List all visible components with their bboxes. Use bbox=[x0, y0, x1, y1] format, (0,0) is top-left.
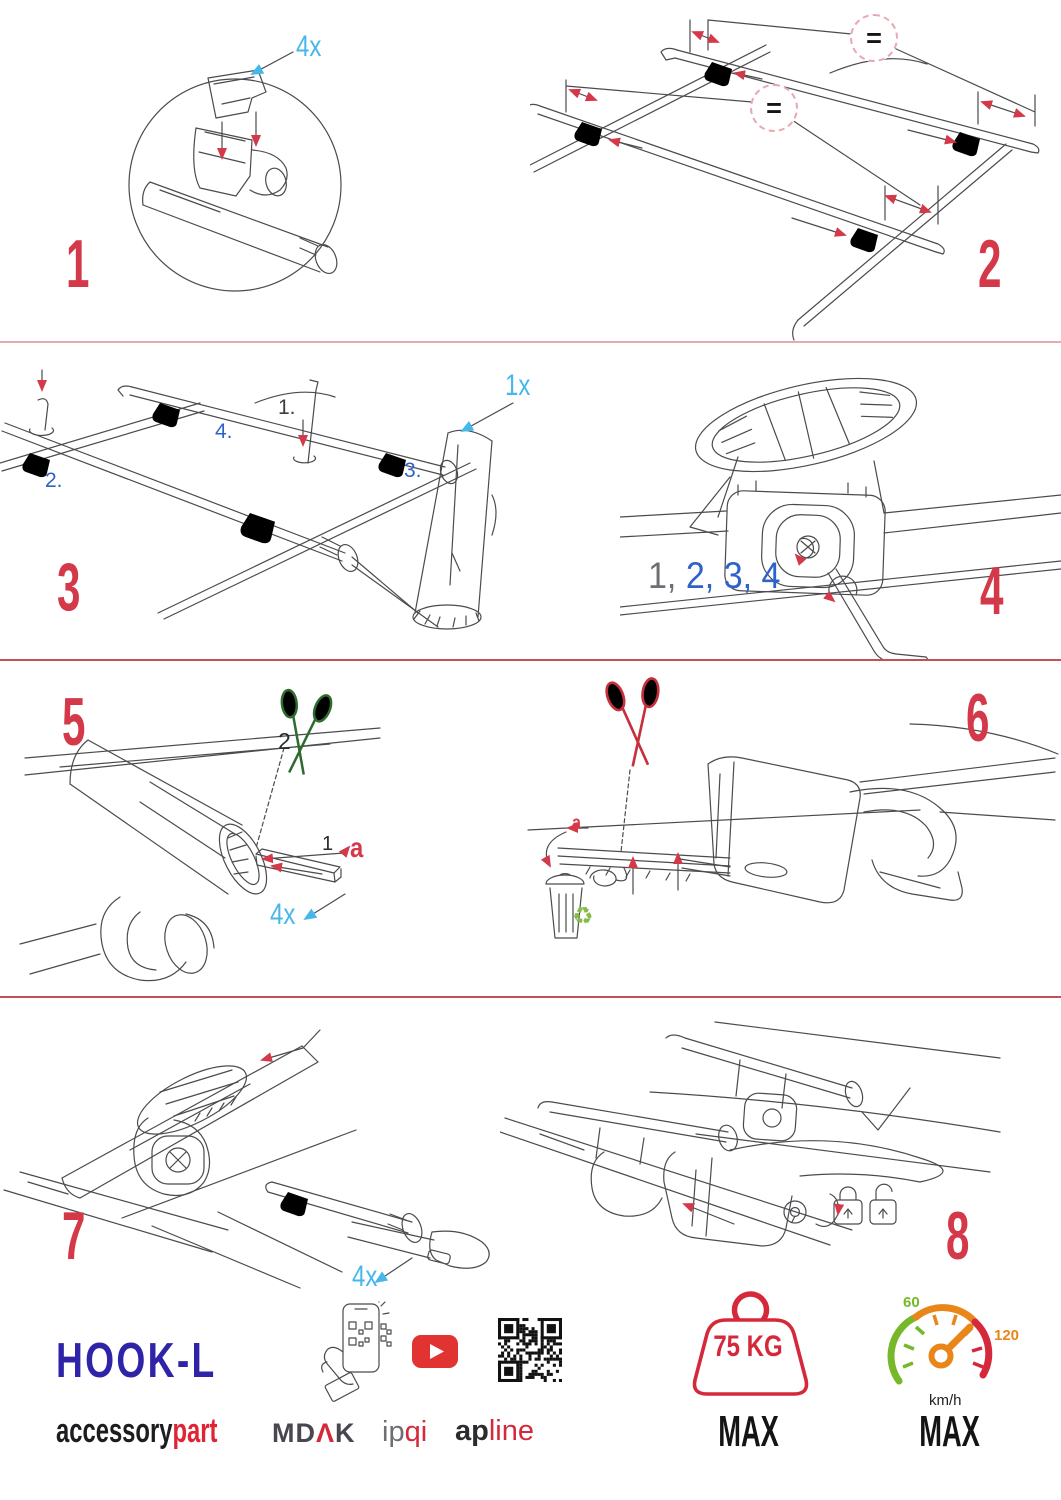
apline-red: line bbox=[488, 1415, 534, 1447]
youtube-icon bbox=[412, 1335, 458, 1368]
speedometer-icon bbox=[882, 1293, 1007, 1408]
slide-cover-arrow bbox=[684, 1204, 734, 1224]
strip-excess bbox=[558, 848, 730, 881]
step-number: 5 bbox=[62, 684, 85, 760]
mdak-logo bbox=[272, 1420, 356, 1447]
bar-end-cap-view bbox=[152, 1182, 489, 1288]
tighten-sequence bbox=[648, 557, 780, 594]
part-label-4: 4. bbox=[215, 420, 233, 443]
equal-sign: = bbox=[866, 22, 882, 53]
mdak-md: MD bbox=[272, 1418, 316, 1448]
measure-arrows bbox=[570, 32, 1024, 235]
part-label-3: 3. bbox=[404, 459, 422, 482]
apline-logo bbox=[455, 1417, 534, 1446]
max-weight-label: MAX bbox=[718, 1407, 779, 1456]
allen-key bbox=[828, 569, 929, 660]
step-3-panel bbox=[0, 345, 620, 660]
section-divider bbox=[0, 341, 1061, 343]
step-5-panel bbox=[0, 662, 530, 997]
equal-spacing-badge bbox=[750, 84, 798, 132]
foot-clamp bbox=[134, 1118, 210, 1196]
step-6-panel bbox=[520, 662, 1061, 997]
insert-step-label: 1 bbox=[322, 833, 334, 855]
bar-underside-pad bbox=[687, 361, 925, 490]
bar-top-view bbox=[62, 1046, 318, 1198]
step-number: 7 bbox=[62, 1198, 85, 1274]
scan-qr-phone-icon bbox=[315, 1300, 393, 1408]
ipqi-red: qi bbox=[404, 1416, 428, 1448]
step-number: 1 bbox=[66, 226, 89, 302]
speed-low-label: 60 bbox=[903, 1294, 920, 1311]
clamp-arm bbox=[850, 788, 962, 900]
foot-clamp bbox=[20, 897, 214, 981]
step-1-panel bbox=[0, 0, 530, 342]
quantity-label: 1x bbox=[505, 369, 531, 402]
foot-cover bbox=[680, 757, 860, 903]
mdak-k: K bbox=[335, 1418, 356, 1448]
step-number: 2 bbox=[978, 226, 1001, 302]
section-divider bbox=[0, 659, 1061, 661]
bar-open-end bbox=[70, 740, 276, 901]
discard-annotation bbox=[546, 828, 626, 886]
max-weight-value: 75 KG bbox=[713, 1330, 783, 1363]
qr-code bbox=[498, 1318, 562, 1382]
step-number: 4 bbox=[980, 553, 1003, 629]
strip-a-label: a bbox=[350, 832, 364, 863]
insert-annotation bbox=[263, 847, 349, 874]
ipqi-gray: ip bbox=[382, 1416, 405, 1448]
strip-a-label: a bbox=[572, 813, 581, 834]
step-number: 8 bbox=[946, 1198, 969, 1274]
check-icon bbox=[862, 1088, 910, 1130]
assembled-view bbox=[650, 1022, 1000, 1172]
step-4-panel bbox=[620, 345, 1061, 660]
footer bbox=[0, 1290, 1061, 1500]
brand-name-black: accessory bbox=[56, 1412, 173, 1450]
scissors-icon bbox=[603, 676, 669, 769]
brand-logo bbox=[56, 1414, 217, 1448]
quantity-label: 4x bbox=[352, 1260, 378, 1293]
product-name: HOOK-L bbox=[56, 1334, 217, 1388]
bar-cross-section bbox=[413, 430, 496, 629]
part-label-1: 1. bbox=[278, 396, 296, 419]
quantity-label: 4x bbox=[296, 30, 322, 63]
step-2-panel bbox=[530, 0, 1061, 342]
step-8-panel bbox=[500, 1000, 1061, 1300]
ipqi-logo bbox=[382, 1418, 427, 1447]
cut-step-label: 2 bbox=[278, 728, 291, 754]
tighten-hint bbox=[30, 370, 54, 435]
equal-spacing-badge bbox=[850, 14, 898, 62]
sequence-todo: 2, 3, 4 bbox=[685, 555, 781, 596]
step-number: 6 bbox=[966, 680, 989, 756]
clamp-bracket-part bbox=[208, 70, 266, 118]
part-label-2: 2. bbox=[45, 469, 63, 492]
brand-name-red: part bbox=[172, 1412, 218, 1450]
speed-high-label: 120 bbox=[994, 1327, 1020, 1344]
section-divider bbox=[0, 996, 1061, 998]
apline-black: ap bbox=[455, 1415, 489, 1447]
max-speed-label: MAX bbox=[919, 1407, 980, 1456]
step-number: 3 bbox=[57, 549, 80, 625]
push-up-arrows bbox=[633, 854, 678, 894]
mdak-lambda: Λ bbox=[316, 1418, 336, 1448]
speed-unit-label: km/h bbox=[929, 1392, 962, 1409]
step-8-illustration bbox=[500, 1000, 1061, 1300]
step-7-panel bbox=[0, 1000, 520, 1300]
equal-sign: = bbox=[766, 92, 782, 123]
lock-open-icon bbox=[870, 1184, 896, 1224]
sequence-done: 1, bbox=[648, 555, 677, 596]
recycle-icon: ♻ bbox=[572, 903, 594, 930]
magnifier-circle bbox=[129, 79, 341, 291]
quantity-label: 4x bbox=[270, 898, 296, 931]
